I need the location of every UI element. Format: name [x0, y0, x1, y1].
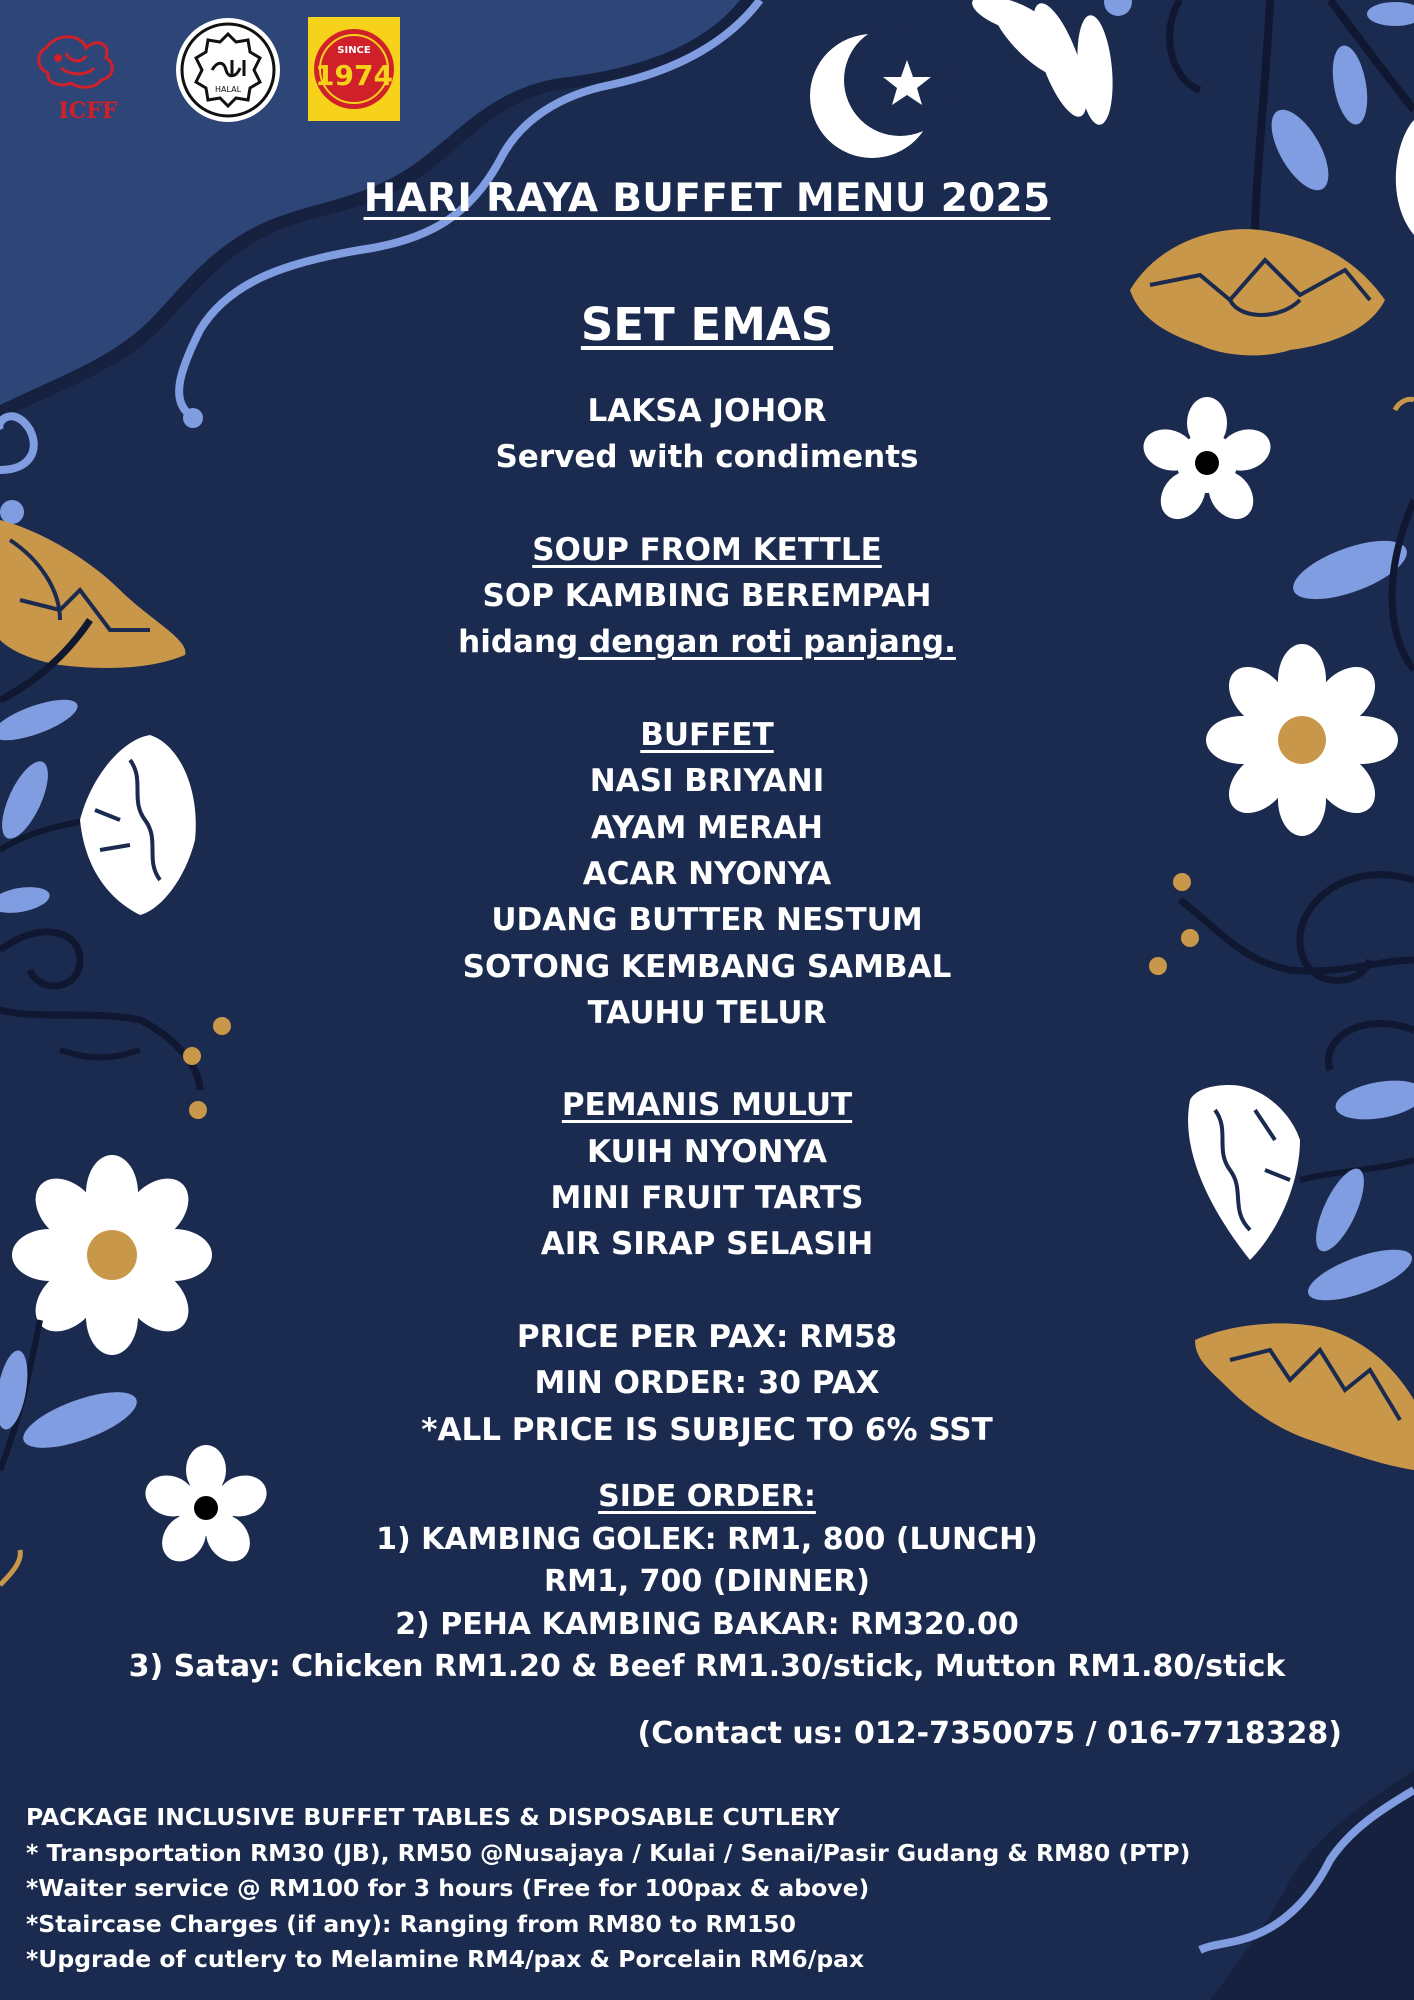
menu-item: Served with condiments [495, 439, 919, 476]
since-year: 1974 [315, 59, 393, 92]
menu-item: ACAR NYONYA [582, 855, 832, 892]
menu-item: AIR SIRAP SELASIH [540, 1226, 874, 1263]
menu-item: *ALL PRICE IS SUBJEC TO 6% SST [421, 1411, 993, 1448]
package-note: *Upgrade of cutlery to Melamine RM4/pax & Porcelain RM6/pax [26, 1945, 865, 1974]
menu-item: MIN ORDER: 30 PAX [534, 1365, 880, 1402]
menu-spacer [0, 1268, 1414, 1314]
side-order-section [0, 1476, 1414, 1689]
menu-item: NASI BRIYANI [589, 763, 825, 800]
package-note: *Staircase Charges (if any): Ranging from RM80 to RM150 [26, 1909, 797, 1938]
side-order-line: 1) KAMBING GOLEK: RM1, 800 (LUNCH) [376, 1521, 1038, 1557]
contact-info: (Contact us: 012-7350075 / 016-7718328) [637, 1716, 1342, 1751]
menu-item: KUIH NYONYA [587, 1133, 827, 1170]
menu-item: SOP KAMBING BEREMPAH [482, 578, 932, 615]
menu-item: PRICE PER PAX: RM58 [516, 1318, 898, 1355]
side-order-line: 2) PEHA KAMBING BAKAR: RM320.00 [395, 1606, 1019, 1642]
menu-item: MINI FRUIT TARTS [550, 1180, 864, 1217]
since-1974-badge [308, 17, 400, 121]
package-note: *Waiter service @ RM100 for 3 hours (Free for 100pax & above) [26, 1874, 870, 1903]
menu-item: SOTONG KEMBANG SAMBAL [462, 948, 952, 985]
menu-title: HARI RAYA BUFFET MENU 2025 [363, 176, 1051, 221]
halal-logo-text: HALAL [214, 85, 242, 94]
package-notes [26, 1800, 1190, 1978]
halal-logo [174, 16, 282, 124]
icff-logo [26, 28, 150, 124]
side-order-line: 3) Satay: Chicken RM1.20 & Beef RM1.30/stick, Mutton RM1.80/stick [128, 1649, 1286, 1684]
menu-list [0, 388, 1414, 1453]
menu-item-part-underlined: dengan roti panjang. [578, 624, 956, 661]
menu-item: TAUHU TELUR [587, 994, 827, 1031]
package-note: PACKAGE INCLUSIVE BUFFET TABLES & DISPOSABLE CUTLERY [26, 1803, 840, 1831]
menu-spacer [0, 666, 1414, 712]
menu-section-heading: BUFFET [640, 717, 774, 754]
set-title: SET EMAS [580, 298, 834, 351]
side-order-heading: SIDE ORDER: [598, 1479, 816, 1514]
menu-item: LAKSA JOHOR [587, 393, 827, 429]
icff-logo-text: ICFF [58, 98, 118, 124]
menu-item-part: hidang [458, 624, 579, 661]
menu-item: UDANG BUTTER NESTUM [491, 902, 923, 939]
since-label: SINCE [337, 45, 371, 56]
menu-section-heading: SOUP FROM KETTLE [532, 531, 882, 568]
menu-section-heading: PEMANIS MULUT [561, 1087, 853, 1124]
side-order-line: RM1, 700 (DINNER) [543, 1564, 871, 1599]
menu-item: AYAM MERAH [591, 809, 823, 846]
package-note: * Transportation RM30 (JB), RM50 @Nusajaya / Kulai / Senai/Pasir Gudang & RM80 (PTP) [26, 1838, 1191, 1867]
menu-spacer [0, 1036, 1414, 1082]
top-right-white-flower [968, 0, 1117, 126]
menu-spacer [0, 481, 1414, 527]
menu-item [0, 619, 1414, 665]
